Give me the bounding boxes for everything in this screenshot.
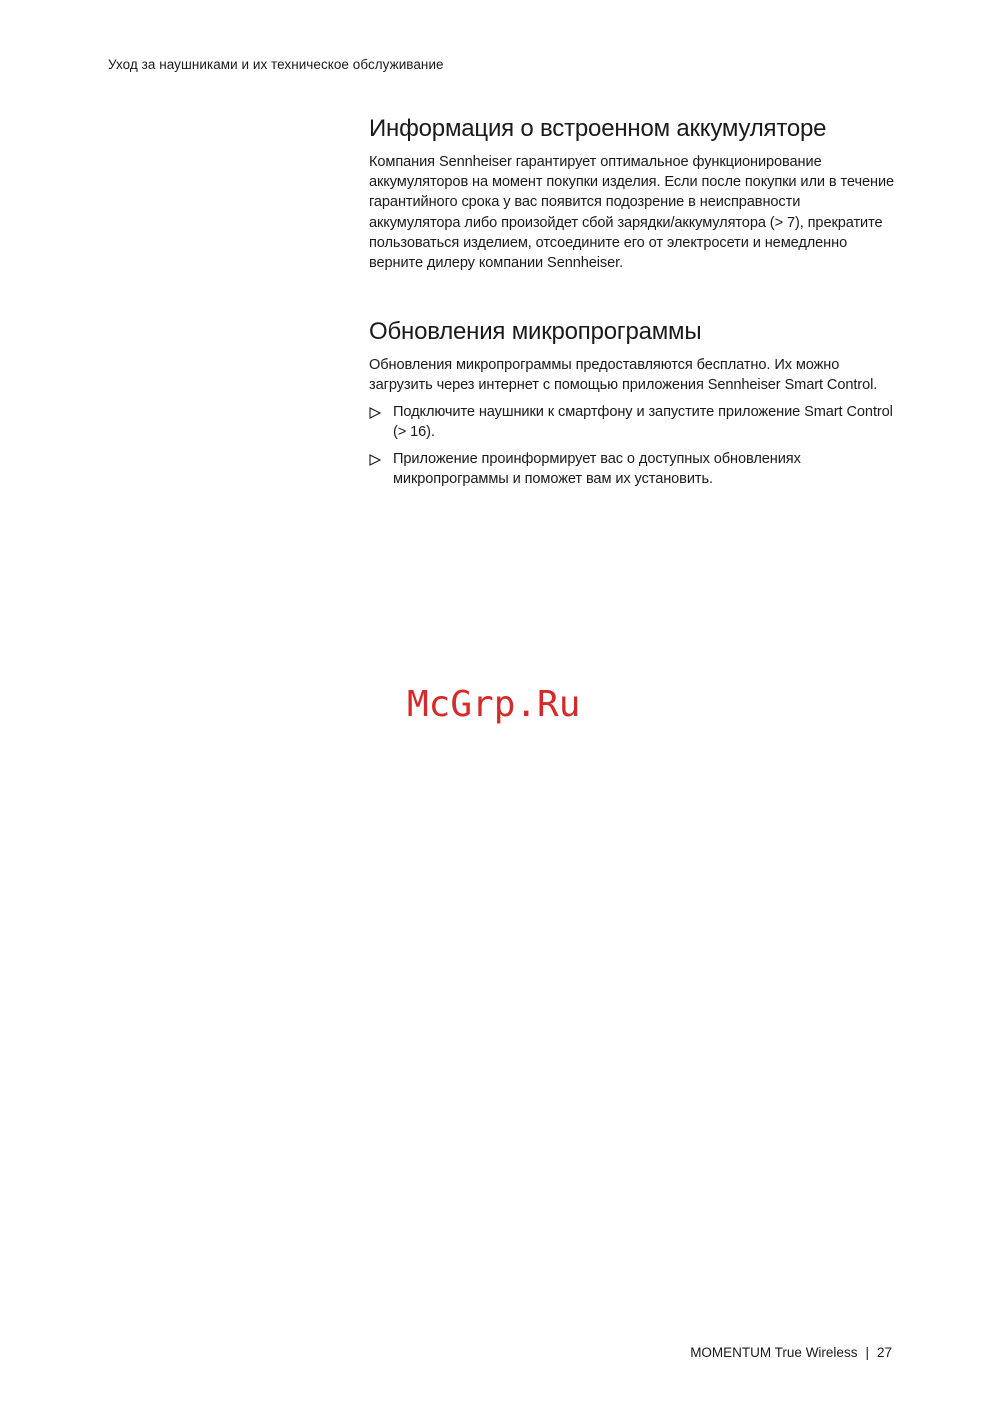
page-footer: [690, 1345, 892, 1360]
section-title-battery: Информация о встроенном аккумуляторе: [369, 115, 827, 142]
firmware-steps-list: [369, 402, 894, 490]
watermark-text: McGrp.Ru: [407, 684, 581, 725]
page-number: 27: [876, 1345, 892, 1360]
main-content: [369, 113, 894, 496]
list-item: [369, 402, 894, 442]
footer-product-name: MOMENTUM True Wireless: [690, 1345, 858, 1360]
firmware-update-section: [369, 316, 894, 489]
list-item: [369, 449, 894, 489]
battery-info-paragraph: Компания Sennheiser гарантирует оптимальное функционирование аккумуляторов на момент покупки изделия. Если после покупки или в течение гарантийного срока у вас появится подозрение в неисправности аккумулятора либо произойдет сбой зарядки/аккумулятора (> 7), прекратите пользоваться изделием, отсоедините его от электросети и немедленно верните дилеру компании Sennheiser.: [369, 154, 895, 272]
firmware-paragraph: Обновления микропрограммы предоставляются бесплатно. Их можно загрузить через интернет с помощью приложения Sennheiser Smart Control.: [369, 357, 878, 394]
step-text: Приложение проинформирует вас о доступных обновлениях микропрограммы и поможет вам их установить.: [393, 451, 801, 488]
section-title-firmware: Обновления микропрограммы: [369, 318, 702, 346]
triangle-right-outline-icon: [369, 407, 381, 419]
step-text: Подключите наушники к смартфону и запустите приложение Smart Control (> 16).: [393, 403, 893, 440]
running-header: Уход за наушниками и их техническое обслуживание: [108, 57, 444, 72]
footer-separator: |: [865, 1345, 869, 1360]
battery-info-section: [369, 113, 894, 273]
triangle-right-outline-icon: [369, 454, 381, 466]
